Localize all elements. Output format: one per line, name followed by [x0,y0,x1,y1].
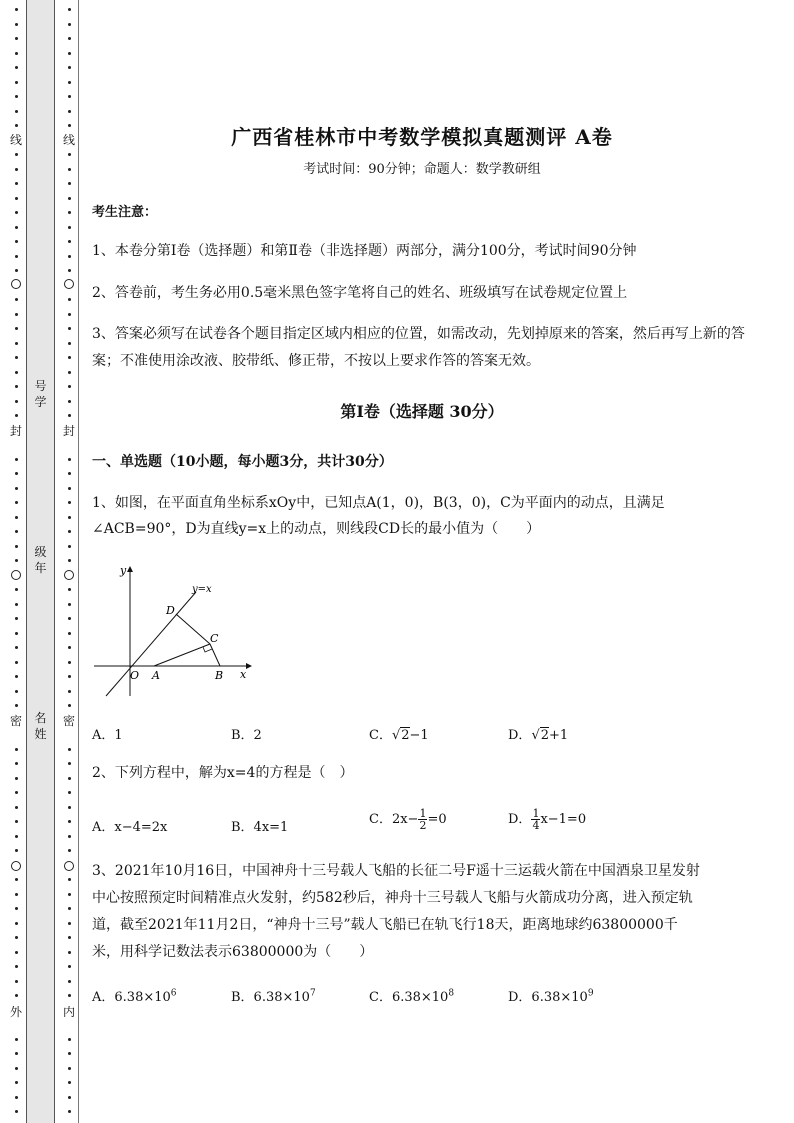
binding-dot [68,965,71,968]
q3-option-d-base: D．6.38×10 [508,990,588,1005]
q1-option-b[interactable]: B．2 [231,728,262,743]
binding-dot [15,791,18,794]
binding-dot [15,516,18,519]
q1-label-a: A [152,669,160,682]
q1-line-y-eq-x [106,592,196,696]
binding-dot [15,124,18,127]
binding-dot [68,226,71,229]
inner-label-feng: 封 [62,424,75,438]
binding-dot [15,1038,18,1041]
binding-dot [68,95,71,98]
q1-option-c[interactable] [369,724,429,743]
binding-dot [68,269,71,272]
sqrt-sign-icon: √ [531,728,540,743]
q2-option-d-suffix: x−1=0 [540,812,587,827]
q1-option-d-suffix: +1 [549,728,569,743]
q2-option-d-denominator: 4 [532,819,540,832]
q1-option-d-prefix: D． [508,728,532,743]
binding-dot [15,240,18,243]
binding-dot [68,806,71,809]
q3-option-a-exp: 6 [170,988,177,999]
field-student-id-label: 号学 [34,379,47,409]
binding-dot [68,52,71,55]
binding-dot [15,690,18,693]
q1-option-d[interactable] [508,724,568,743]
binding-dot [68,603,71,606]
binding-dot [15,400,18,403]
binding-dot [15,52,18,55]
binding-dot [15,922,18,925]
q1-label-d: D [166,604,175,617]
notice-heading: 考生注意： [92,205,158,220]
q1-option-c-suffix: −1 [409,728,429,743]
q1-segment-bc [210,644,220,666]
binding-dot [15,385,18,388]
binding-dot [68,690,71,693]
notice-item-2: 2、答卷前，考生务必用0.5毫米黑色签字笔将自己的姓名、班级填写在试卷规定位置上 [92,285,628,301]
binding-dot [15,342,18,345]
binding-dot [68,661,71,664]
binding-dot [68,313,71,316]
q1-label-b: B [215,669,224,682]
outer-label-feng: 封 [9,424,22,438]
q3-option-d-exp: 9 [587,988,594,999]
binding-dot [15,936,18,939]
binding-dot [15,617,18,620]
binding-dot [15,820,18,823]
field-student-id[interactable] [27,378,54,410]
binding-dot [15,835,18,838]
binding-dot [68,110,71,113]
notice-item-3: 3、答案必须写在试卷各个题目指定区域内相应的位置，如需改动，先划掉原来的答案，然后再写上新的答案；不准使用涂改液、胶带纸、修正带，不按以上要求作答的答案无效。 [92,326,745,369]
binding-dot [68,458,71,461]
q2-option-c-suffix: =0 [427,812,447,827]
binding-dot [15,588,18,591]
outer-label-mi: 密 [9,714,22,728]
binding-ring-icon [64,279,74,289]
binding-ring-icon [11,570,21,580]
q1-x-axis-arrow [246,663,252,669]
q1-stem-line2: ∠ACB=90°，D为直线y=x上的动点，则线段CD长的最小值为（ ） [92,521,541,537]
binding-dot [68,835,71,838]
q1-label-o: O [130,669,140,682]
binding-dot [68,980,71,983]
binding-ring-icon [11,861,21,871]
page-subtitle: 考试时间：90分钟；命题人：数学教研组 [303,162,541,177]
binding-dot [15,661,18,664]
inner-dot-column [63,0,75,1123]
q2-option-d[interactable] [508,808,586,831]
margin-border-line [78,0,79,1123]
binding-dot [68,240,71,243]
binding-dot [68,385,71,388]
binding-dot [68,37,71,40]
binding-dot [68,487,71,490]
binding-dot [15,530,18,533]
q3-option-d[interactable] [508,986,594,1005]
q1-segment-ac [154,644,210,666]
binding-dot [15,762,18,765]
page-title: 广西省桂林市中考数学模拟真题测评 A卷 [231,125,613,149]
q3-option-a-base: A．6.38×10 [92,990,171,1005]
binding-dot [15,777,18,780]
field-name-label: 名姓 [34,711,47,741]
binding-dot [68,81,71,84]
binding-dot [15,110,18,113]
binding-dot [15,226,18,229]
binding-dot [15,414,18,417]
binding-dot [68,356,71,359]
q2-option-d-numerator: 1 [532,807,540,820]
q3-stem-line4: 米，用科学记数法表示63800000为（ ） [92,944,374,960]
q2-option-a[interactable]: A．x−4=2x [92,820,168,835]
binding-dot [68,1067,71,1070]
binding-dot [68,501,71,504]
binding-dot [15,356,18,359]
field-class-label: 级年 [34,545,47,575]
binding-dot [68,632,71,635]
q1-option-a[interactable]: A．1 [92,728,123,743]
q2-option-d-prefix: D． [508,812,532,827]
binding-dot [15,951,18,954]
binding-dot [15,269,18,272]
q1-option-d-radicand: 2 [540,728,550,743]
binding-dot [68,371,71,374]
binding-ring-icon [64,861,74,871]
binding-dot [68,559,71,562]
binding-dot [68,153,71,156]
binding-dot [68,936,71,939]
q3-option-b[interactable] [231,986,316,1005]
binding-dot [68,762,71,765]
binding-dot [68,255,71,258]
q3-option-b-exp: 7 [309,988,316,999]
binding-dot [15,603,18,606]
binding-margin [0,0,82,1123]
part-heading: 一、单选题（10小题，每小题3分，共计30分） [92,454,393,470]
binding-dot [68,748,71,751]
binding-dot [15,704,18,707]
binding-dot [15,168,18,171]
binding-dot [68,675,71,678]
binding-dot [15,472,18,475]
binding-dot [68,704,71,707]
binding-dot [68,182,71,185]
q3-stem-line1: 3、2021年10月16日，中国神舟十三号载人飞船的长征二号F遥十三运载火箭在中国酒泉卫星发射 [92,863,700,879]
binding-dot [68,545,71,548]
binding-dot [15,965,18,968]
binding-dot [15,501,18,504]
field-class[interactable] [27,544,54,576]
binding-dot [15,1052,18,1055]
binding-dot [15,849,18,852]
q3-option-c[interactable] [369,986,454,1005]
binding-dot [15,878,18,881]
notice-item-1: 1、本卷分第I卷（选择题）和第Ⅱ卷（非选择题）两部分，满分100分，考试时间90分钟 [92,243,637,259]
binding-dot [68,617,71,620]
q1-right-angle-mark [203,647,212,652]
section-title: 第I卷（选择题 30分） [340,402,504,421]
binding-dot [15,646,18,649]
binding-dot [68,211,71,214]
q1-option-c-radicand: 2 [401,728,410,743]
q3-option-c-exp: 8 [448,988,455,999]
binding-dot [15,748,18,751]
binding-dot [68,951,71,954]
sqrt-sign-icon: √ [391,728,401,743]
binding-dot [68,1096,71,1099]
binding-dot [15,1081,18,1084]
binding-dot [68,168,71,171]
binding-dot [15,197,18,200]
binding-dot [68,849,71,852]
binding-dot [15,893,18,896]
q1-figure [92,562,252,702]
q2-option-c-numerator: 1 [419,807,427,820]
binding-dot [15,632,18,635]
q2-option-c-denominator: 2 [419,819,427,832]
binding-dot [15,806,18,809]
q3-option-c-base: C．6.38×10 [369,990,449,1005]
outer-label-wai: 外 [9,1005,22,1019]
binding-dot [68,472,71,475]
binding-dot [68,1110,71,1113]
q3-option-b-base: B．6.38×10 [231,990,310,1005]
binding-dot [68,791,71,794]
inner-label-nei: 内 [62,1005,75,1019]
binding-dot [68,1081,71,1084]
q2-option-b[interactable]: B．4x=1 [231,820,289,835]
q1-option-c-prefix: C． [369,728,392,743]
outer-label-xian: 线 [9,133,22,147]
binding-dot [68,530,71,533]
inner-label-mi: 密 [62,714,75,728]
binding-dot [15,182,18,185]
binding-dot [15,327,18,330]
binding-dot [68,646,71,649]
binding-dot [68,197,71,200]
binding-dot [15,1110,18,1113]
binding-dot [68,878,71,881]
binding-dot [68,820,71,823]
binding-dot [68,414,71,417]
binding-dot [68,8,71,11]
binding-dot [15,675,18,678]
binding-dot [68,298,71,301]
binding-dot [15,371,18,374]
q2-stem: 2、下列方程中，解为x=4的方程是（ ） [92,765,354,781]
binding-dot [15,458,18,461]
q1-stem-line1: 1、如图，在平面直角坐标系xOy中，已知点A(1，0)，B(3，0)，C为平面内的动点，且满足 [92,495,665,511]
binding-dot [68,124,71,127]
binding-dot [68,922,71,925]
q1-label-c: C [210,632,219,645]
q3-stem-line2: 中心按照预定时间精准点火发射，约582秒后，神舟十三号载人飞船与火箭成功分离，进入预定轨 [92,890,693,906]
q1-segment-cd [176,614,210,644]
outer-dot-column [10,0,22,1123]
binding-dot [68,907,71,910]
binding-dot [15,980,18,983]
binding-dot [68,1038,71,1041]
binding-dot [68,400,71,403]
binding-dot [15,313,18,316]
binding-dot [68,23,71,26]
q1-label-x: x [240,668,247,681]
binding-dot [15,8,18,11]
q3-option-a[interactable] [92,986,177,1005]
binding-dot [15,37,18,40]
binding-dot [15,153,18,156]
binding-dot [68,342,71,345]
binding-dot [15,211,18,214]
binding-dot [15,23,18,26]
binding-dot [15,545,18,548]
binding-ring-icon [64,570,74,580]
binding-dot [68,1052,71,1055]
binding-dot [15,255,18,258]
binding-dot [68,516,71,519]
q3-stem-line3: 道，截至2021年11月2日，“神舟十三号”载人飞船已在轨飞行18天，距离地球约63800000千 [92,917,678,933]
field-name[interactable] [27,710,54,742]
binding-dot [68,588,71,591]
q2-option-c[interactable] [369,808,447,831]
binding-dot [68,893,71,896]
q1-label-y: y [120,564,127,577]
binding-dot [15,298,18,301]
binding-dot [68,327,71,330]
binding-dot [68,994,71,997]
binding-dot [15,1096,18,1099]
binding-ring-icon [11,279,21,289]
binding-dot [15,559,18,562]
binding-dot [15,994,18,997]
binding-dot [15,1067,18,1070]
q1-label-line: y=x [192,584,212,595]
student-info-band [26,0,55,1123]
binding-dot [15,95,18,98]
binding-dot [68,66,71,69]
binding-dot [15,81,18,84]
binding-dot [15,907,18,910]
binding-dot [15,66,18,69]
q1-y-axis-arrow [127,566,133,572]
inner-label-xian: 线 [62,133,75,147]
q2-option-c-prefix: C．2x− [369,812,419,827]
binding-dot [15,487,18,490]
binding-dot [68,777,71,780]
